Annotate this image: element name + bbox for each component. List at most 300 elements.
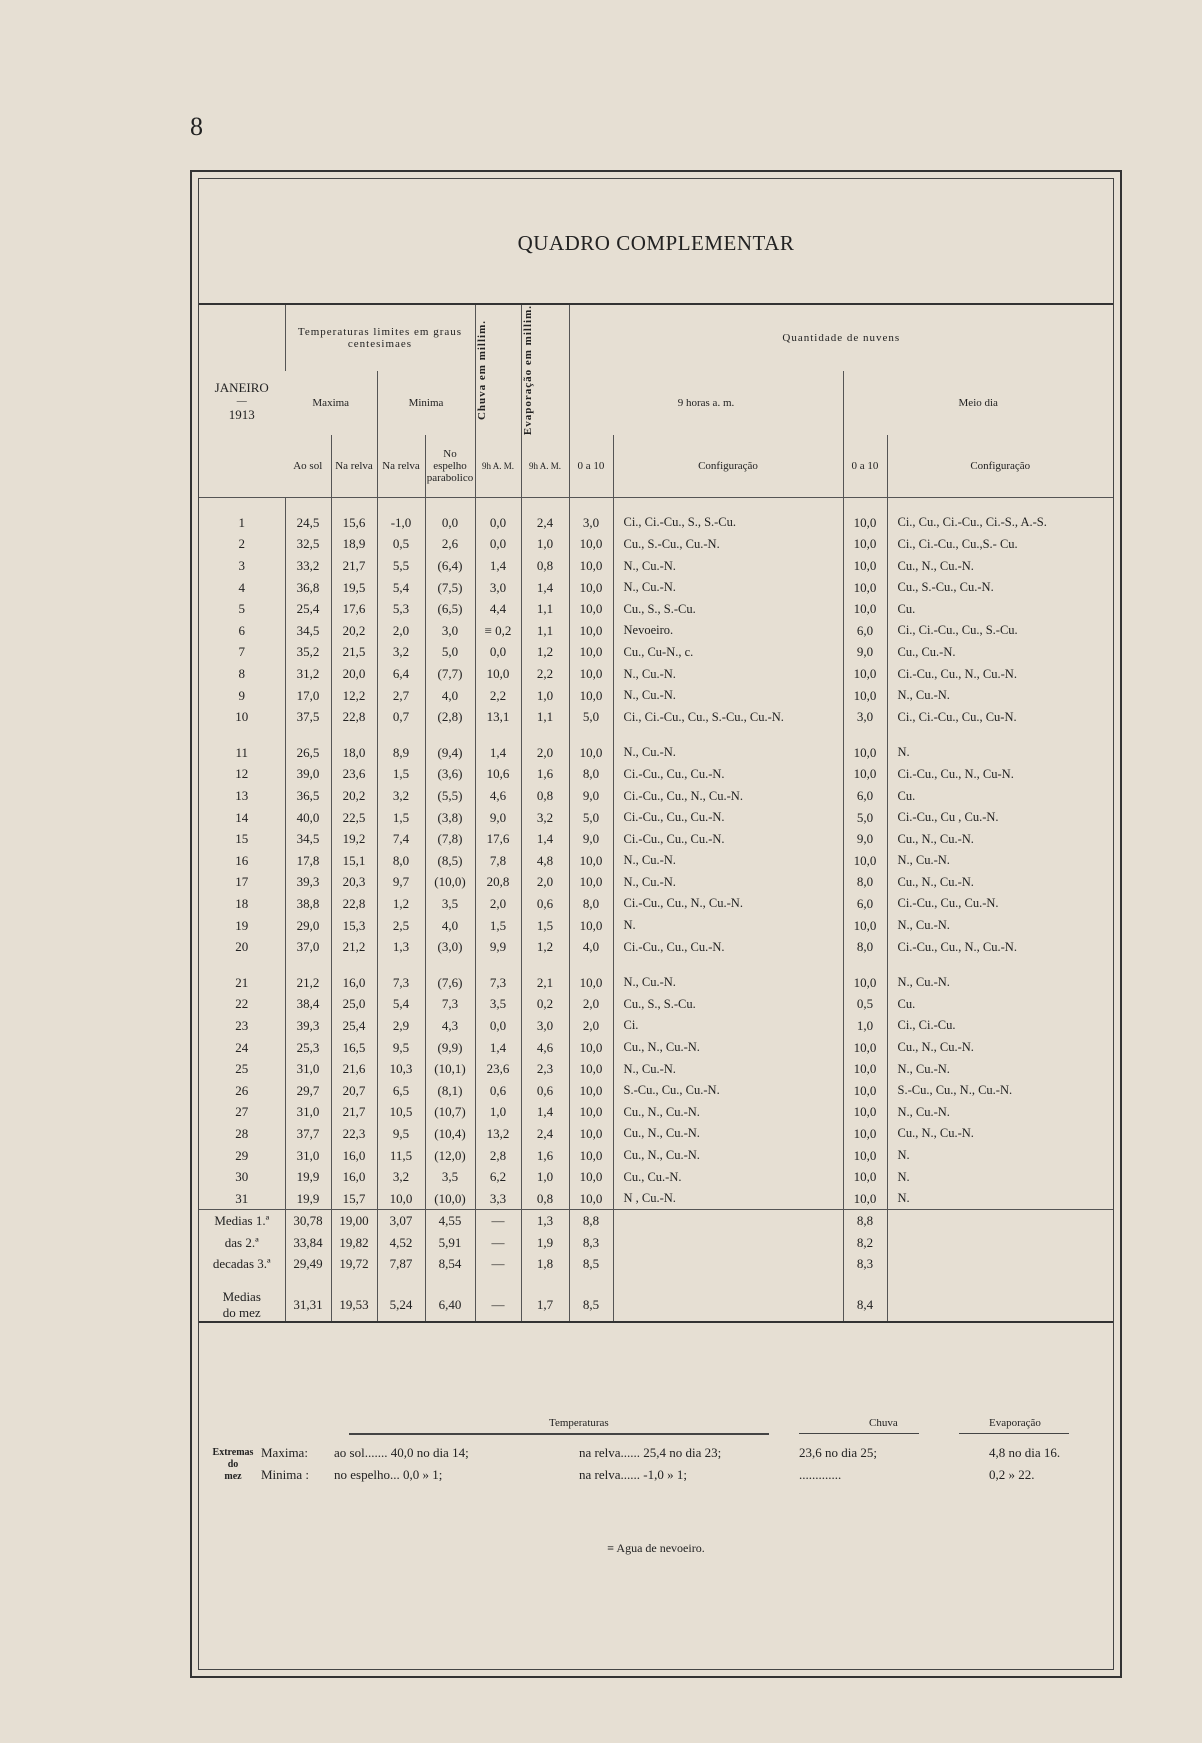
table-cell: N., Cu.-N. bbox=[887, 1102, 1113, 1124]
table-cell: 1,2 bbox=[377, 893, 425, 915]
table-cell: 10,0 bbox=[569, 1102, 613, 1124]
table-row bbox=[199, 828, 1113, 850]
table-cell: Cu., N., Cu.-N. bbox=[887, 1037, 1113, 1059]
table-cell: 1,1 bbox=[521, 598, 569, 620]
table-cell: Ci.-Cu., Cu., N., Cu.-N. bbox=[613, 893, 843, 915]
nove-horas-header: 9 horas a. m. bbox=[569, 371, 843, 435]
table-cell: 1,3 bbox=[521, 1210, 569, 1232]
table-cell: (10,1) bbox=[425, 1058, 475, 1080]
table-cell: 1,0 bbox=[521, 534, 569, 556]
table-cell: 37,5 bbox=[285, 706, 331, 728]
table-cell: 39,3 bbox=[285, 1015, 331, 1037]
table-cell: 3,2 bbox=[521, 807, 569, 829]
table-cell: 4,52 bbox=[377, 1232, 425, 1254]
table-cell: (3,6) bbox=[425, 764, 475, 786]
table-cell: 10,0 bbox=[569, 1080, 613, 1102]
empty-cell bbox=[613, 1232, 843, 1254]
table-cell: 12,2 bbox=[331, 685, 377, 707]
table-cell: 21,7 bbox=[331, 555, 377, 577]
decade-label: Medias 1.ª bbox=[199, 1210, 285, 1232]
table-cell: 22 bbox=[235, 996, 249, 1012]
table-cell: 3,0 bbox=[425, 620, 475, 642]
empty-cell bbox=[613, 1289, 843, 1322]
table-row bbox=[199, 598, 1113, 620]
table-cell: 0,6 bbox=[521, 1080, 569, 1102]
table-cell: N., Cu.-N. bbox=[613, 972, 843, 994]
table-cell: 10,0 bbox=[569, 1145, 613, 1167]
table-cell: 3,07 bbox=[377, 1210, 425, 1232]
table-row bbox=[199, 534, 1113, 556]
table-row bbox=[199, 706, 1113, 728]
table-cell: 14 bbox=[235, 809, 249, 825]
spacer-row bbox=[199, 728, 1113, 742]
table-cell: Ci. bbox=[613, 1015, 843, 1037]
table-cell: 2,4 bbox=[521, 512, 569, 534]
table-cell: 10,3 bbox=[377, 1058, 425, 1080]
table-cell: 0,7 bbox=[377, 706, 425, 728]
table-cell: — bbox=[475, 1254, 521, 1276]
table-cell: Ci., Ci.-Cu., Cu.,S.- Cu. bbox=[887, 534, 1113, 556]
table-cell: 1,4 bbox=[475, 1037, 521, 1059]
table-cell: 8,3 bbox=[569, 1232, 613, 1254]
table-cell: 25,4 bbox=[285, 598, 331, 620]
table-cell: 19,5 bbox=[331, 577, 377, 599]
minima-label: Minima : bbox=[261, 1467, 310, 1482]
table-cell: 2,6 bbox=[425, 534, 475, 556]
table-cell: 22,8 bbox=[331, 893, 377, 915]
table-row bbox=[199, 785, 1113, 807]
min-chuva: ............. bbox=[799, 1467, 842, 1482]
table-cell: (8,1) bbox=[425, 1080, 475, 1102]
evap-header: Evaporação em millim. bbox=[521, 304, 569, 435]
table-cell: 8 bbox=[238, 666, 245, 682]
table-cell: 8,2 bbox=[843, 1232, 887, 1254]
table-cell: 10,0 bbox=[475, 663, 521, 685]
max-evap: 4,8 no dia 16. bbox=[989, 1445, 1061, 1460]
table-cell: 2,8 bbox=[475, 1145, 521, 1167]
max-sol: ao sol....... 40,0 no dia 14; bbox=[334, 1445, 469, 1460]
table-cell: 1,6 bbox=[521, 1145, 569, 1167]
table-cell: 9,5 bbox=[377, 1123, 425, 1145]
table-cell: (5,5) bbox=[425, 785, 475, 807]
table-cell: 31,0 bbox=[285, 1058, 331, 1080]
table-cell: 10,0 bbox=[569, 598, 613, 620]
table-cell: 1,9 bbox=[521, 1232, 569, 1254]
table-row bbox=[199, 642, 1113, 664]
table-cell: 39,3 bbox=[285, 872, 331, 894]
table-cell: Ci., Ci.-Cu., Cu., Cu-N. bbox=[887, 706, 1113, 728]
table-cell: 3,3 bbox=[475, 1188, 521, 1210]
table-cell: 25,4 bbox=[331, 1015, 377, 1037]
table-cell: 10,0 bbox=[569, 685, 613, 707]
decade-label: decadas 3.ª bbox=[212, 1256, 271, 1272]
table-cell: 0,0 bbox=[475, 1015, 521, 1037]
table-cell: Ci.-Cu., Cu., Cu.-N. bbox=[613, 936, 843, 958]
table-cell: 1,5 bbox=[475, 915, 521, 937]
table-cell: Ci.-Cu., Cu., N., Cu-N. bbox=[887, 764, 1113, 786]
table-cell: 8,9 bbox=[377, 742, 425, 764]
table-cell: (7,5) bbox=[425, 577, 475, 599]
table-cell: 10,0 bbox=[569, 620, 613, 642]
table-cell: 4,3 bbox=[425, 1015, 475, 1037]
table-cell: 8,0 bbox=[569, 893, 613, 915]
table-cell: 6,2 bbox=[475, 1166, 521, 1188]
maxima-header: Maxima bbox=[312, 397, 350, 410]
table-row bbox=[199, 893, 1113, 915]
table-cell: Ci., Ci.-Cu., S., S.-Cu. bbox=[613, 512, 843, 534]
table-cell: 10,0 bbox=[843, 1188, 887, 1210]
table-cell: 11,5 bbox=[377, 1145, 425, 1167]
table-cell: 9,0 bbox=[475, 807, 521, 829]
table-cell: 29,49 bbox=[285, 1254, 331, 1276]
table-cell: 16,5 bbox=[331, 1037, 377, 1059]
table-cell: 10,0 bbox=[843, 534, 887, 556]
table-cell: 5,0 bbox=[425, 642, 475, 664]
table-cell: 19,72 bbox=[331, 1254, 377, 1276]
meio-dia-header: Meio dia bbox=[843, 371, 1113, 435]
table-cell: 7,4 bbox=[377, 828, 425, 850]
table-cell: 10,0 bbox=[843, 555, 887, 577]
table-cell: Ci.-Cu., Cu., N., Cu.-N. bbox=[887, 936, 1113, 958]
table-cell: 10,0 bbox=[843, 1037, 887, 1059]
table-cell: (10,0) bbox=[425, 872, 475, 894]
table-cell: 17,8 bbox=[285, 850, 331, 872]
table-cell: 15,3 bbox=[331, 915, 377, 937]
table-cell: N. bbox=[887, 1166, 1113, 1188]
table-cell: 2,2 bbox=[475, 685, 521, 707]
table-row bbox=[199, 807, 1113, 829]
table-cell: 8,8 bbox=[569, 1210, 613, 1232]
table-cell: 10,6 bbox=[475, 764, 521, 786]
table-row bbox=[199, 850, 1113, 872]
table-cell: 10,0 bbox=[569, 555, 613, 577]
table-cell: N. bbox=[887, 1188, 1113, 1210]
table-cell: Cu., N., Cu.-N. bbox=[887, 555, 1113, 577]
table-cell: 13,2 bbox=[475, 1123, 521, 1145]
table-cell: 7,8 bbox=[475, 850, 521, 872]
table-cell: 16,0 bbox=[331, 1166, 377, 1188]
table-cell: 9,0 bbox=[843, 828, 887, 850]
espelho-header: No espelho parabolico bbox=[425, 435, 475, 498]
na-relva-min-header: Na relva bbox=[377, 435, 425, 498]
table-cell: 8,8 bbox=[843, 1210, 887, 1232]
table-row bbox=[199, 1080, 1113, 1102]
table-cell: 1,0 bbox=[843, 1015, 887, 1037]
table-cell: 1,8 bbox=[521, 1254, 569, 1276]
table-cell: 1,4 bbox=[475, 555, 521, 577]
table-cell: 10,0 bbox=[843, 742, 887, 764]
table-cell: Cu. bbox=[887, 994, 1113, 1016]
table-cell: 10,0 bbox=[843, 1058, 887, 1080]
table-cell: 22,3 bbox=[331, 1123, 377, 1145]
table-cell: Nevoeiro. bbox=[613, 620, 843, 642]
table-cell: 3,0 bbox=[569, 512, 613, 534]
table-cell: 10,0 bbox=[843, 972, 887, 994]
table-cell: Ci., Ci.-Cu., Cu., S.-Cu., Cu.-N. bbox=[613, 706, 843, 728]
table-cell: 26 bbox=[235, 1082, 249, 1098]
table-cell: 5,3 bbox=[377, 598, 425, 620]
table-cell: 7,3 bbox=[475, 972, 521, 994]
table-cell: 10,0 bbox=[569, 1037, 613, 1059]
table-cell: 15,7 bbox=[331, 1188, 377, 1210]
decade-row bbox=[199, 1232, 1113, 1254]
empty-cell bbox=[613, 1210, 843, 1232]
table-cell: 10,0 bbox=[843, 512, 887, 534]
table-cell: 8,54 bbox=[425, 1254, 475, 1276]
table-cell: 10 bbox=[235, 709, 249, 725]
table-cell: Cu., N., Cu.-N. bbox=[613, 1037, 843, 1059]
table-cell: 15 bbox=[235, 831, 249, 847]
table-cell: Cu., N., Cu.-N. bbox=[887, 828, 1113, 850]
table-cell: 0,5 bbox=[843, 994, 887, 1016]
table-row bbox=[199, 915, 1113, 937]
hour-9b-header: 9h A. M. bbox=[521, 435, 569, 498]
table-cell: 31,31 bbox=[285, 1289, 331, 1322]
table-row bbox=[199, 764, 1113, 786]
table-cell: 24,5 bbox=[285, 512, 331, 534]
empty-cell bbox=[887, 1232, 1113, 1254]
table-cell: 3,2 bbox=[377, 642, 425, 664]
table-cell: 6,4 bbox=[377, 663, 425, 685]
table-row bbox=[199, 1058, 1113, 1080]
table-cell: 3,5 bbox=[475, 994, 521, 1016]
table-cell: 0,5 bbox=[377, 534, 425, 556]
minima-header: Minima bbox=[377, 371, 475, 435]
table-cell: 2,0 bbox=[569, 1015, 613, 1037]
ao-sol-header: Ao sol bbox=[293, 460, 323, 473]
table-cell: 15,1 bbox=[331, 850, 377, 872]
table-cell: 16 bbox=[235, 852, 249, 868]
na-relva-max-header: Na relva bbox=[331, 435, 377, 498]
table-cell: 2,2 bbox=[521, 663, 569, 685]
table-cell: Cu., N., Cu.-N. bbox=[613, 1123, 843, 1145]
table-cell: 0,0 bbox=[475, 642, 521, 664]
empty-cell bbox=[887, 1210, 1113, 1232]
table-cell: 1,1 bbox=[521, 706, 569, 728]
table-cell: 19,2 bbox=[331, 828, 377, 850]
table-row bbox=[199, 1102, 1113, 1124]
table-cell: (10,0) bbox=[425, 1188, 475, 1210]
table-cell: Ci.-Cu., Cu., Cu.-N. bbox=[613, 807, 843, 829]
table-row bbox=[199, 1166, 1113, 1188]
table-cell: Cu., S.-Cu., Cu.-N. bbox=[613, 534, 843, 556]
table-cell: 10,0 bbox=[569, 972, 613, 994]
table-cell: 1,2 bbox=[521, 936, 569, 958]
table-cell: N., Cu.-N. bbox=[887, 685, 1113, 707]
table-cell: 1,5 bbox=[521, 915, 569, 937]
table-cell: 0,8 bbox=[521, 785, 569, 807]
min-relva: na relva...... -1,0 » 1; bbox=[579, 1467, 687, 1482]
evaporacao-label: Evaporação bbox=[989, 1417, 1041, 1429]
table-cell: 32,5 bbox=[285, 534, 331, 556]
table-cell: 5,5 bbox=[377, 555, 425, 577]
table-cell: 0,8 bbox=[521, 555, 569, 577]
table-cell: 0,8 bbox=[521, 1188, 569, 1210]
table-cell: 24 bbox=[235, 1039, 249, 1055]
table-cell: 4,0 bbox=[569, 936, 613, 958]
table-cell: 23,6 bbox=[475, 1058, 521, 1080]
empty-cell bbox=[887, 1254, 1113, 1276]
table-cell: Ci., Ci.-Cu., Cu., S.-Cu. bbox=[887, 620, 1113, 642]
table-cell: 30 bbox=[235, 1169, 249, 1185]
table-cell: (10,7) bbox=[425, 1102, 475, 1124]
table-cell: 9,9 bbox=[475, 936, 521, 958]
table-cell: 2,7 bbox=[377, 685, 425, 707]
table-cell: 1 bbox=[238, 514, 245, 530]
table-cell: 38,8 bbox=[285, 893, 331, 915]
table-cell: 10,0 bbox=[843, 1102, 887, 1124]
table-cell: Cu., Cu.-N. bbox=[887, 642, 1113, 664]
table-cell: 0,6 bbox=[475, 1080, 521, 1102]
average-rows bbox=[199, 1210, 1113, 1325]
table-cell: 1,0 bbox=[521, 1166, 569, 1188]
table-cell: 9,5 bbox=[377, 1037, 425, 1059]
table-cell: 21,2 bbox=[331, 936, 377, 958]
table-cell: 29,0 bbox=[285, 915, 331, 937]
table-cell: Ci., Cu., Ci.-Cu., Ci.-S., A.-S. bbox=[887, 512, 1113, 534]
table-cell: Ci.-Cu., Cu., Cu.-N. bbox=[613, 764, 843, 786]
table-cell: 1,4 bbox=[475, 742, 521, 764]
table-cell: 4,8 bbox=[521, 850, 569, 872]
table-cell: 5,0 bbox=[569, 706, 613, 728]
table-cell: 10,0 bbox=[569, 534, 613, 556]
table-cell: 4,0 bbox=[425, 685, 475, 707]
table-cell: N., Cu.-N. bbox=[613, 577, 843, 599]
table-cell: (7,8) bbox=[425, 828, 475, 850]
configuracao-header: Configuração bbox=[613, 435, 843, 498]
table-cell: — bbox=[475, 1289, 521, 1322]
table-cell: Ci.-Cu., Cu., N., Cu.-N. bbox=[613, 785, 843, 807]
table-cell: 7,3 bbox=[377, 972, 425, 994]
table-cell: 2 bbox=[238, 536, 245, 552]
table-cell: 18,9 bbox=[331, 534, 377, 556]
table-cell: (3,8) bbox=[425, 807, 475, 829]
table-cell: 1,7 bbox=[521, 1289, 569, 1322]
table-cell: 3 bbox=[238, 558, 245, 574]
table-frame-inner bbox=[198, 178, 1114, 1670]
table-cell: 25,3 bbox=[285, 1037, 331, 1059]
table-cell: 31,0 bbox=[285, 1145, 331, 1167]
table-cell: 5,0 bbox=[843, 807, 887, 829]
table-cell: Cu., N., Cu.-N. bbox=[613, 1145, 843, 1167]
table-cell: 2,0 bbox=[521, 872, 569, 894]
decade-label: das 2.ª bbox=[224, 1234, 259, 1250]
table-cell: (2,8) bbox=[425, 706, 475, 728]
table-cell: 30,78 bbox=[285, 1210, 331, 1232]
table-cell: 3,0 bbox=[843, 706, 887, 728]
table-row bbox=[199, 872, 1113, 894]
table-cell: 0,0 bbox=[425, 512, 475, 534]
table-cell: 33,84 bbox=[285, 1232, 331, 1254]
table-cell: 10,0 bbox=[569, 1123, 613, 1145]
temp-group-header: Temperaturas limites em graus centesimaes bbox=[285, 304, 475, 371]
table-cell: (8,5) bbox=[425, 850, 475, 872]
table-cell: Ci.-Cu., Cu , Cu.-N. bbox=[887, 807, 1113, 829]
table-cell: 18 bbox=[235, 895, 249, 911]
table-cell: 20,3 bbox=[331, 872, 377, 894]
table-cell: 15,6 bbox=[331, 512, 377, 534]
table-cell: 10,0 bbox=[843, 598, 887, 620]
table-cell: 6,0 bbox=[843, 620, 887, 642]
table-cell: 10,0 bbox=[843, 663, 887, 685]
table-cell: N. bbox=[887, 1145, 1113, 1167]
table-cell: 37,0 bbox=[285, 936, 331, 958]
table-cell: 10,0 bbox=[569, 663, 613, 685]
nuvens-header: Quantidade de nuvens bbox=[569, 304, 1113, 371]
table-cell: 5,4 bbox=[377, 577, 425, 599]
table-cell: 20,2 bbox=[331, 785, 377, 807]
table-cell: N. bbox=[613, 915, 843, 937]
table-cell: 0,0 bbox=[475, 534, 521, 556]
table-cell: 10,0 bbox=[569, 1188, 613, 1210]
table-cell: 1,2 bbox=[521, 642, 569, 664]
table-cell: (7,6) bbox=[425, 972, 475, 994]
spacer-row bbox=[199, 958, 1113, 972]
table-cell: 7 bbox=[238, 644, 245, 660]
table-cell: 2,4 bbox=[521, 1123, 569, 1145]
table-cell: 27 bbox=[235, 1104, 249, 1120]
table-cell: 22,8 bbox=[331, 706, 377, 728]
page-number: 8 bbox=[190, 112, 203, 141]
table-cell: 8,0 bbox=[843, 936, 887, 958]
min-espelho: no espelho... 0,0 » 1; bbox=[334, 1467, 443, 1482]
table-cell: 12 bbox=[235, 766, 249, 782]
table-row bbox=[199, 1188, 1113, 1210]
table-cell: 5,4 bbox=[377, 994, 425, 1016]
chuva-label: Chuva bbox=[869, 1417, 898, 1429]
empty-cell bbox=[613, 1254, 843, 1276]
table-cell: 3,2 bbox=[377, 785, 425, 807]
table-cell: 21,2 bbox=[285, 972, 331, 994]
table-cell: N., Cu.-N. bbox=[613, 685, 843, 707]
table-row bbox=[199, 663, 1113, 685]
escala-b-header: 0 a 10 bbox=[843, 435, 887, 498]
table-cell: (6,5) bbox=[425, 598, 475, 620]
table-cell: 2,0 bbox=[521, 742, 569, 764]
table-cell: Cu., N., Cu.-N. bbox=[887, 1123, 1113, 1145]
table-cell: 2,1 bbox=[521, 972, 569, 994]
table-cell: 19,00 bbox=[331, 1210, 377, 1232]
table-cell: 37,7 bbox=[285, 1123, 331, 1145]
table-row bbox=[199, 512, 1113, 534]
table-cell: S.-Cu., Cu., Cu.-N. bbox=[613, 1080, 843, 1102]
table-cell: 3,0 bbox=[521, 1015, 569, 1037]
table-cell: 7,3 bbox=[425, 994, 475, 1016]
table-cell: 20,8 bbox=[475, 872, 521, 894]
table-cell: 38,4 bbox=[285, 994, 331, 1016]
table-cell: 22,5 bbox=[331, 807, 377, 829]
table-cell: 2,5 bbox=[377, 915, 425, 937]
table-cell: 23,6 bbox=[331, 764, 377, 786]
table-cell: 1,4 bbox=[521, 828, 569, 850]
table-cell: 6,40 bbox=[425, 1289, 475, 1322]
table-row bbox=[199, 1145, 1113, 1167]
table-cell: 4,0 bbox=[425, 915, 475, 937]
table-cell: Ci.-Cu., Cu., Cu.-N. bbox=[613, 828, 843, 850]
table-cell: 8,5 bbox=[569, 1254, 613, 1276]
temperaturas-label: Temperaturas bbox=[549, 1417, 609, 1429]
chuva-rule bbox=[799, 1433, 919, 1434]
table-cell: 20,2 bbox=[331, 620, 377, 642]
month-average-row bbox=[199, 1289, 1113, 1322]
min-evap: 0,2 » 22. bbox=[989, 1467, 1035, 1482]
table-cell: ≡ 0,2 bbox=[475, 620, 521, 642]
table-cell: 10,0 bbox=[569, 577, 613, 599]
table-cell: 39,0 bbox=[285, 764, 331, 786]
table-cell: 5,91 bbox=[425, 1232, 475, 1254]
table-cell: 31,2 bbox=[285, 663, 331, 685]
evaporacao-rule bbox=[959, 1433, 1069, 1434]
